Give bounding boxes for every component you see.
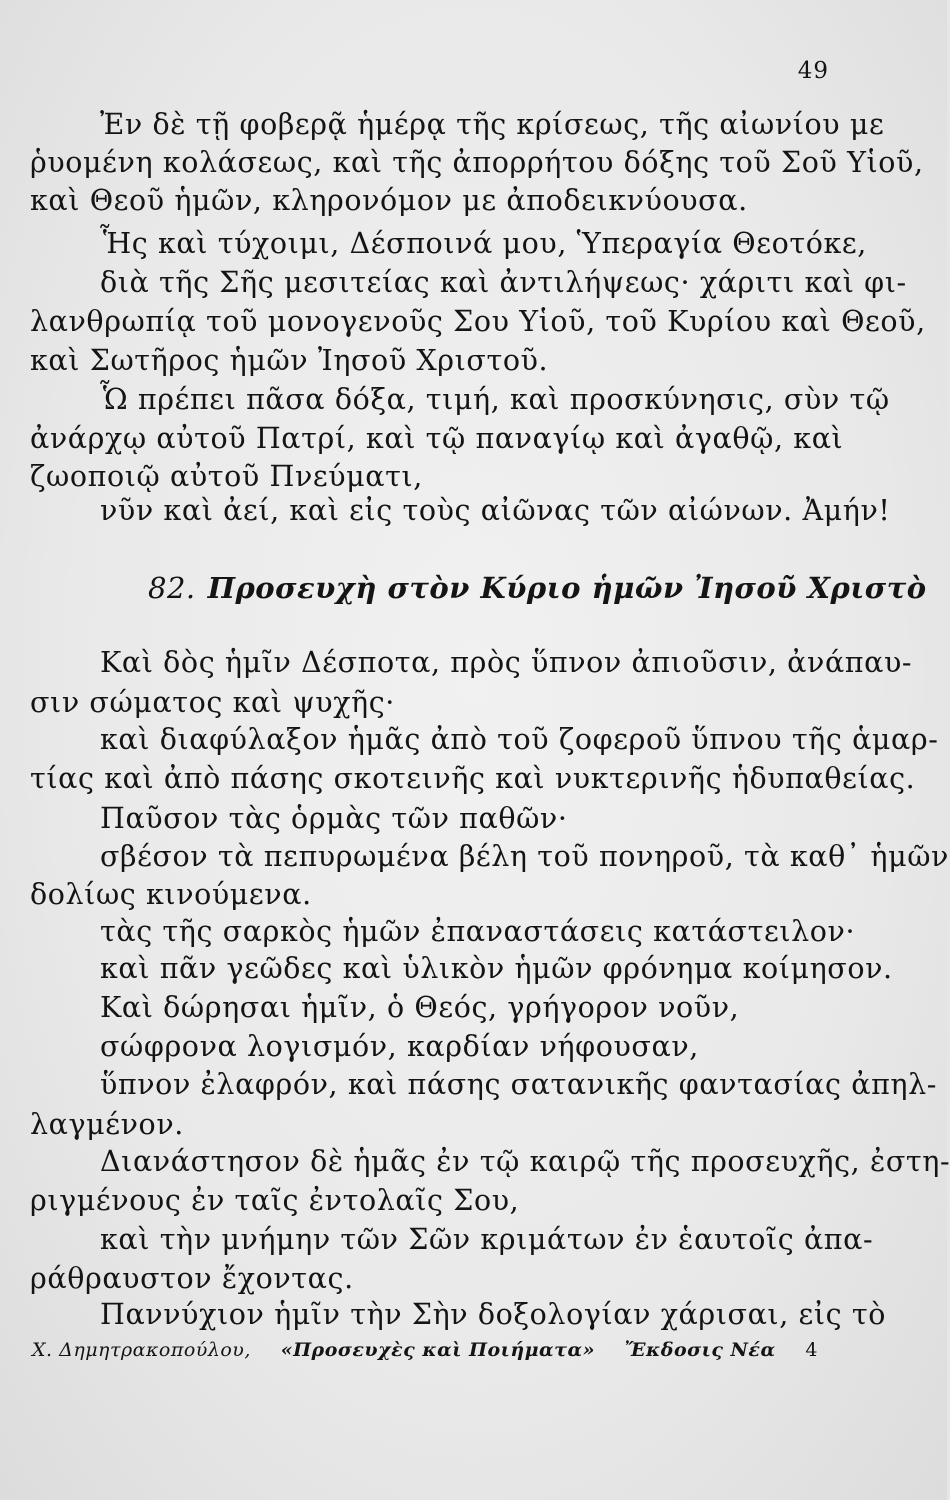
footer-signature: 4 bbox=[805, 1339, 818, 1361]
text-line: ἀνάρχῳ αὐτοῦ Πατρί, καὶ τῷ παναγίῳ καὶ ἀγαθῷ, καὶ bbox=[30, 422, 844, 455]
text-line: ῥυομένη κολάσεως, καὶ τῆς ἀπορρήτου δόξης τοῦ Σοῦ Υἱοῦ, bbox=[30, 146, 924, 179]
page-number: 49 bbox=[797, 58, 829, 84]
footer-author: Χ. Δημητρακοπούλου, bbox=[32, 1339, 251, 1361]
text-line: καὶ Σωτῆρος ἡμῶν Ἰησοῦ Χριστοῦ. bbox=[30, 344, 549, 377]
text-line: ζωοποιῷ αὐτοῦ Πνεύματι, bbox=[30, 460, 423, 493]
text-line: Παῦσον τὰς ὁρμὰς τῶν παθῶν· bbox=[100, 802, 568, 835]
text-line: ριγμένους ἐν ταῖς ἐντολαῖς Σου, bbox=[30, 1184, 520, 1217]
text-line: ράθραυστον ἔχοντας. bbox=[30, 1262, 354, 1295]
text-line: δολίως κινούμενα. bbox=[30, 878, 312, 911]
text-line: καὶ Θεοῦ ἡμῶν, κληρονόμον με ἀποδεικνύουσα. bbox=[30, 184, 748, 217]
text-line: Καὶ δώρησαι ἡμῖν, ὁ Θεός, γρήγορον νοῦν, bbox=[100, 991, 740, 1024]
text-line: λανθρωπίᾳ τοῦ μονογενοῦς Σου Υἱοῦ, τοῦ Κυρίου καὶ Θεοῦ, bbox=[30, 305, 926, 338]
footer-book-title: «Προσευχὲς καὶ Ποιήματα» bbox=[280, 1339, 595, 1361]
text-line: Ὧ πρέπει πᾶσα δόξα, τιμή, καὶ προσκύνησις, σὺν τῷ bbox=[100, 383, 890, 416]
text-line: καὶ πᾶν γεῶδες καὶ ὑλικὸν ἡμῶν φρόνημα κοίμησον. bbox=[100, 952, 893, 985]
text-line: Παννύχιον ἡμῖν τὴν Σὴν δοξολογίαν χάρισαι, εἰς τὸ bbox=[100, 1298, 887, 1331]
footer-edition: Ἔκδοσις Νέα bbox=[624, 1339, 776, 1361]
text-line: Ἐν δὲ τῇ φοβερᾷ ἡμέρᾳ τῆς κρίσεως, τῆς αἰωνίου με bbox=[100, 108, 885, 141]
section-title: Προσευχὴ στὸν Κύριο ἡμῶν Ἰησοῦ Χριστὸ bbox=[207, 571, 927, 605]
text-line: νῦν καὶ ἀεί, καὶ εἰς τοὺς αἰῶνας τῶν αἰώνων. Ἀμήν! bbox=[100, 494, 891, 527]
text-line: διὰ τῆς Σῆς μεσιτείας καὶ ἀντιλήψεως· χάριτι καὶ φι- bbox=[100, 266, 907, 299]
text-line: καὶ τὴν μνήμην τῶν Σῶν κριμάτων ἐν ἑαυτοῖς ἀπα- bbox=[100, 1223, 874, 1256]
text-line: τὰς τῆς σαρκὸς ἡμῶν ἐπαναστάσεις κατάστειλον· bbox=[100, 915, 856, 948]
text-line: σώφρονα λογισμόν, καρδίαν νήφουσαν, bbox=[100, 1030, 699, 1063]
text-line: Διανάστησον δὲ ἡμᾶς ἐν τῷ καιρῷ τῆς προσευχῆς, ἐστη- bbox=[100, 1145, 950, 1178]
text-line: Καὶ δὸς ἡμῖν Δέσποτα, πρὸς ὕπνον ἀπιοῦσιν, ἀνάπαυ- bbox=[100, 646, 913, 679]
text-line: σιν σώματος καὶ ψυχῆς· bbox=[30, 686, 395, 719]
text-line: ὕπνον ἐλαφρόν, καὶ πάσης σατανικῆς φαντασίας ἀπηλ- bbox=[100, 1068, 937, 1101]
text-line: τίας καὶ ἀπὸ πάσης σκοτεινῆς καὶ νυκτερινῆς ἡδυπαθείας. bbox=[30, 762, 916, 795]
text-line: καὶ διαφύλαξον ἡμᾶς ἀπὸ τοῦ ζοφεροῦ ὕπνου τῆς ἁμαρ- bbox=[100, 723, 939, 756]
section-number: 82. bbox=[148, 571, 196, 605]
section-heading bbox=[148, 571, 927, 605]
page-footer bbox=[32, 1339, 822, 1361]
text-line: σβέσον τὰ πεπυρωμένα βέλη τοῦ πονηροῦ, τὰ καθ᾽ ἡμῶν bbox=[100, 840, 949, 873]
text-line: λαγμένον. bbox=[30, 1108, 184, 1141]
text-line: Ἧς καὶ τύχοιμι, Δέσποινά μου, Ὑπεραγία Θεοτόκε, bbox=[100, 227, 867, 260]
